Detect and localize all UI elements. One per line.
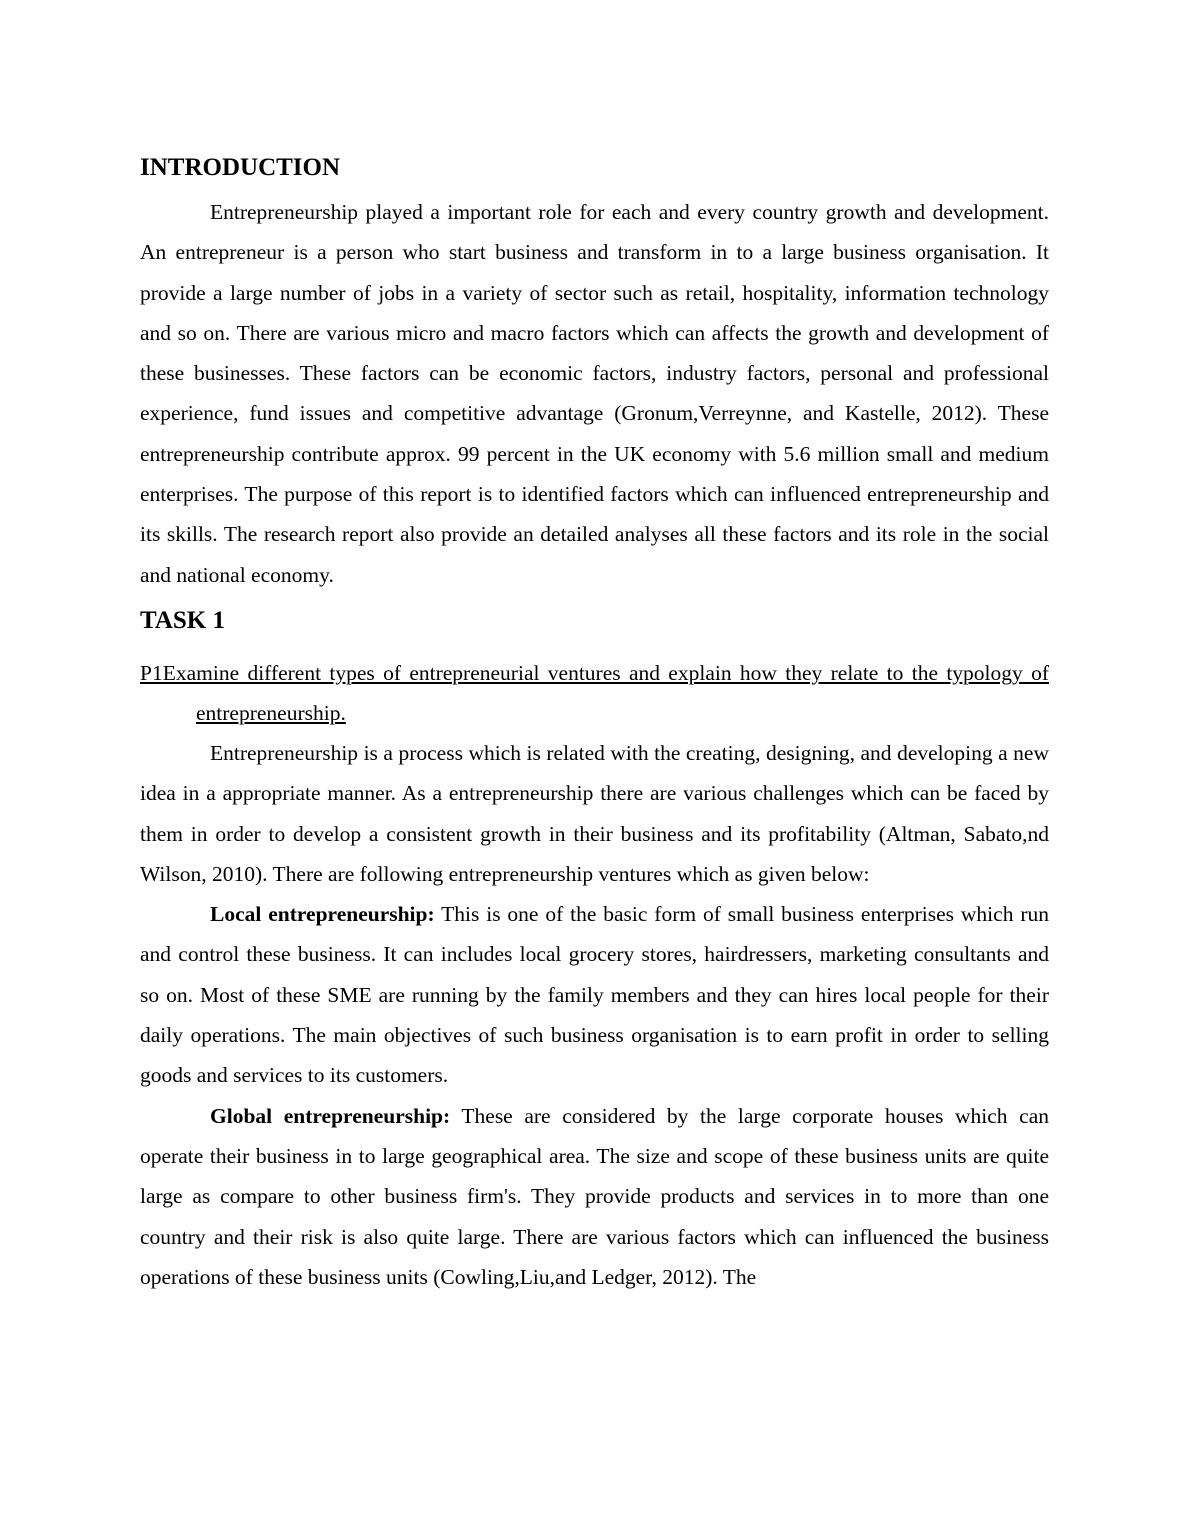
local-entrepreneurship-label: Local entrepreneurship: (210, 902, 435, 927)
global-entrepreneurship-paragraph (140, 1096, 1049, 1297)
p1-paragraph: Entrepreneurship is a process which is related with the creating, designing, and developing a new idea in a appropriate manner. As a entrepreneurship there are various challenges which can be faced by them in order to develop a consistent growth in their business and its profitability (Altman, Sabato,nd Wilson, 2010). There are following entrepreneurship ventures which as given below: (140, 740, 1049, 886)
local-entrepreneurship-paragraph (140, 894, 1049, 1095)
task-1-heading: TASK 1 (140, 606, 225, 634)
local-entrepreneurship-text: This is one of the basic form of small business enterprises which run and control these business. It can includes local grocery stores, hairdressers, marketing consultants and so on. Most of these SME are running by the family members and they can hires local people for their daily operations. The main objectives of such business organisation is to earn profit in order to selling goods and services to its customers. (140, 902, 1049, 1088)
document-page (140, 148, 1049, 1297)
global-entrepreneurship-text: These are considered by the large corporate houses which can operate their business in to large geographical area. The size and scope of these business units are quite large as compare to other business firm's. They provide products and services in to more than one country and their risk is also quite large. There are various factors which can influenced the business operations of these business units (Cowling,Liu,and Ledger, 2012). The (140, 1103, 1049, 1289)
introduction-paragraph: Entrepreneurship played a important role for each and every country growth and development. An entrepreneur is a person who start business and transform in to a large business organisation. It provide a large number of jobs in a variety of sector such as retail, hospitality, information technology and so on. There are various micro and macro factors which can affects the growth and development of these businesses. These factors can be economic factors, industry factors, personal and professional experience, fund issues and competitive advantage (Gronum,Verreynne, and Kastelle, 2012). These entrepreneurship contribute approx. 99 percent in the UK economy with 5.6 million small and medium enterprises. The purpose of this report is to identified factors which can influenced entrepreneurship and its skills. The research report also provide an detailed analyses all these factors and its role in the social and national economy. (140, 200, 1049, 587)
introduction-heading: INTRODUCTION (140, 154, 341, 181)
global-entrepreneurship-label: Global entrepreneurship: (210, 1103, 451, 1128)
p1-subheading: P1Examine different types of entrepreneurial ventures and explain how they relate to the typology of entrepreneurship. (140, 660, 1049, 725)
